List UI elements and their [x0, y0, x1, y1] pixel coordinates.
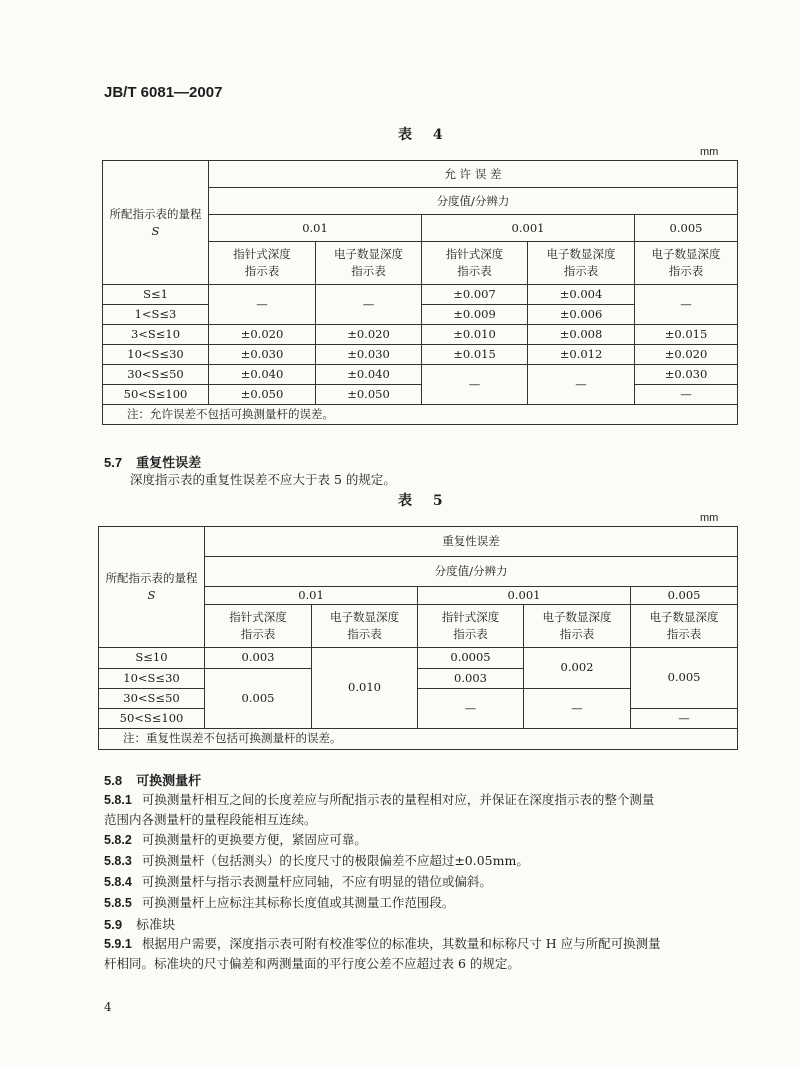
table5-value-cell: 0.003 [418, 668, 524, 688]
table4-sub-header: 分度值/分辨力 [209, 188, 738, 215]
section-5-8-4: 5.8.4 可换测量杆与指示表测量杆应同轴，不应有明显的错位或偏斜。 [104, 874, 492, 889]
table4-value-cell: ±0.030 [316, 345, 422, 365]
table4 [102, 160, 738, 425]
table4-value-cell: ±0.007 [422, 285, 528, 305]
table4-dash-cell: — [422, 365, 528, 405]
table4-range-cell: 10<S≤30 [103, 345, 209, 365]
table5-col-header: 指针式深度 指示表 [205, 604, 312, 647]
table4-value-cell: ±0.004 [528, 285, 635, 305]
section-5-9-heading: 5.9 标准块 [104, 917, 176, 933]
table4-dash-cell: — [209, 285, 316, 325]
table5-sub-header: 分度值/分辨力 [205, 557, 738, 587]
table5-top-header: 重复性误差 [205, 527, 738, 557]
table4-dash-cell: — [635, 285, 738, 325]
table4-col-header: 指针式深度 指示表 [422, 242, 528, 285]
table5-range-cell: 30<S≤50 [99, 688, 205, 708]
table5-note: 注：重复性误差不包括可换测量杆的误差。 [99, 728, 738, 749]
table4-value-cell: ±0.050 [316, 385, 422, 405]
table4-dash-cell: — [635, 385, 738, 405]
table5-value-cell: 0.010 [312, 647, 418, 728]
table5-value-cell: 0.0005 [418, 647, 524, 668]
table4-value-cell: ±0.010 [422, 325, 528, 345]
table5-group-header: 0.001 [418, 587, 631, 605]
table4-dash-cell: — [316, 285, 422, 325]
table4-value-cell: ±0.020 [316, 325, 422, 345]
table4-range-cell: 30<S≤50 [103, 365, 209, 385]
table4-group-header: 0.001 [422, 215, 635, 242]
table4-value-cell: ±0.020 [209, 325, 316, 345]
section-5-9-1: 5.9.1 根据用户需要，深度指示表可附有校准零位的标准块，其数量和标称尺寸 H 应与所配可换测量 杆相同。标准块的尺寸偏差和两测量面的平行度公差不应超过表 6 的规定。 [104, 936, 661, 971]
table4-value-cell: ±0.015 [635, 325, 738, 345]
table5-range-cell: 50<S≤100 [99, 708, 205, 728]
table5-dash-cell: — [631, 708, 738, 728]
table5-col-header: 电子数显深度 指示表 [631, 604, 738, 647]
table4-range-header: 所配指示表的量程 S [103, 161, 209, 285]
table4-col-header: 指针式深度 指示表 [209, 242, 316, 285]
table4-group-header: 0.01 [209, 215, 422, 242]
table5-col-header: 电子数显深度 指示表 [524, 604, 631, 647]
table4-value-cell: ±0.009 [422, 305, 528, 325]
table5-caption: 表 5 [398, 493, 451, 509]
document-id: JB/T 6081—2007 [104, 84, 223, 101]
table4-value-cell: ±0.012 [528, 345, 635, 365]
table5-value-cell: 0.005 [631, 647, 738, 708]
table4-value-cell: ±0.030 [209, 345, 316, 365]
table4-col-header: 电子数显深度 指示表 [528, 242, 635, 285]
table4-dash-cell: — [528, 365, 635, 405]
table5-dash-cell: — [524, 688, 631, 728]
table4-unit: mm [700, 146, 719, 158]
table5-range-cell: S≤10 [99, 647, 205, 668]
section-5-8-3: 5.8.3 可换测量杆（包括测头）的长度尺寸的极限偏差不应超过±0.05mm。 [104, 853, 529, 868]
table4-value-cell: ±0.040 [209, 365, 316, 385]
table4-col-header: 电子数显深度 指示表 [635, 242, 738, 285]
table4-value-cell: ±0.020 [635, 345, 738, 365]
table5-range-header: 所配指示表的量程 S [99, 527, 205, 648]
section-5-8-5: 5.8.5 可换测量杆上应标注其标称长度值或其测量工作范围段。 [104, 895, 455, 910]
table5-group-header: 0.005 [631, 587, 738, 605]
section-5-8-heading: 5.8 可换测量杆 [104, 773, 202, 789]
table5-value-cell: 0.003 [205, 647, 312, 668]
table4-value-cell: ±0.015 [422, 345, 528, 365]
table4-value-cell: ±0.008 [528, 325, 635, 345]
section-5-7-text: 深度指示表的重复性误差不应大于表 5 的规定。 [130, 472, 396, 487]
table5-dash-cell: — [418, 688, 524, 728]
table4-col-header: 电子数显深度 指示表 [316, 242, 422, 285]
table4-note: 注：允许误差不包括可换测量杆的误差。 [103, 405, 738, 425]
table5-unit: mm [700, 512, 719, 524]
table5-col-header: 指针式深度 指示表 [418, 604, 524, 647]
table4-caption: 表 4 [398, 127, 451, 143]
table4-range-cell: 1<S≤3 [103, 305, 209, 325]
table4-value-cell: ±0.006 [528, 305, 635, 325]
table4-group-header: 0.005 [635, 215, 738, 242]
table4-range-cell: S≤1 [103, 285, 209, 305]
table5-value-cell: 0.005 [205, 668, 312, 728]
table4-value-cell: ±0.050 [209, 385, 316, 405]
table4-range-cell: 3<S≤10 [103, 325, 209, 345]
table5-col-header: 电子数显深度 指示表 [312, 604, 418, 647]
section-5-8-2: 5.8.2 可换测量杆的更换要方便，紧固应可靠。 [104, 832, 367, 847]
table4-value-cell: ±0.030 [635, 365, 738, 385]
table5-group-header: 0.01 [205, 587, 418, 605]
table4-top-header: 允 许 误 差 [209, 161, 738, 188]
page-number: 4 [104, 1000, 112, 1014]
table5 [98, 526, 738, 750]
section-5-7-heading: 5.7 重复性误差 [104, 455, 202, 471]
table5-range-cell: 10<S≤30 [99, 668, 205, 688]
table4-range-cell: 50<S≤100 [103, 385, 209, 405]
table4-value-cell: ±0.040 [316, 365, 422, 385]
section-5-8-1: 5.8.1 可换测量杆相互之间的长度差应与所配指示表的量程相对应，并保证在深度指示表的整个测量 范围内各测量杆的量程段能相互连续。 [104, 792, 655, 827]
table5-value-cell: 0.002 [524, 647, 631, 688]
